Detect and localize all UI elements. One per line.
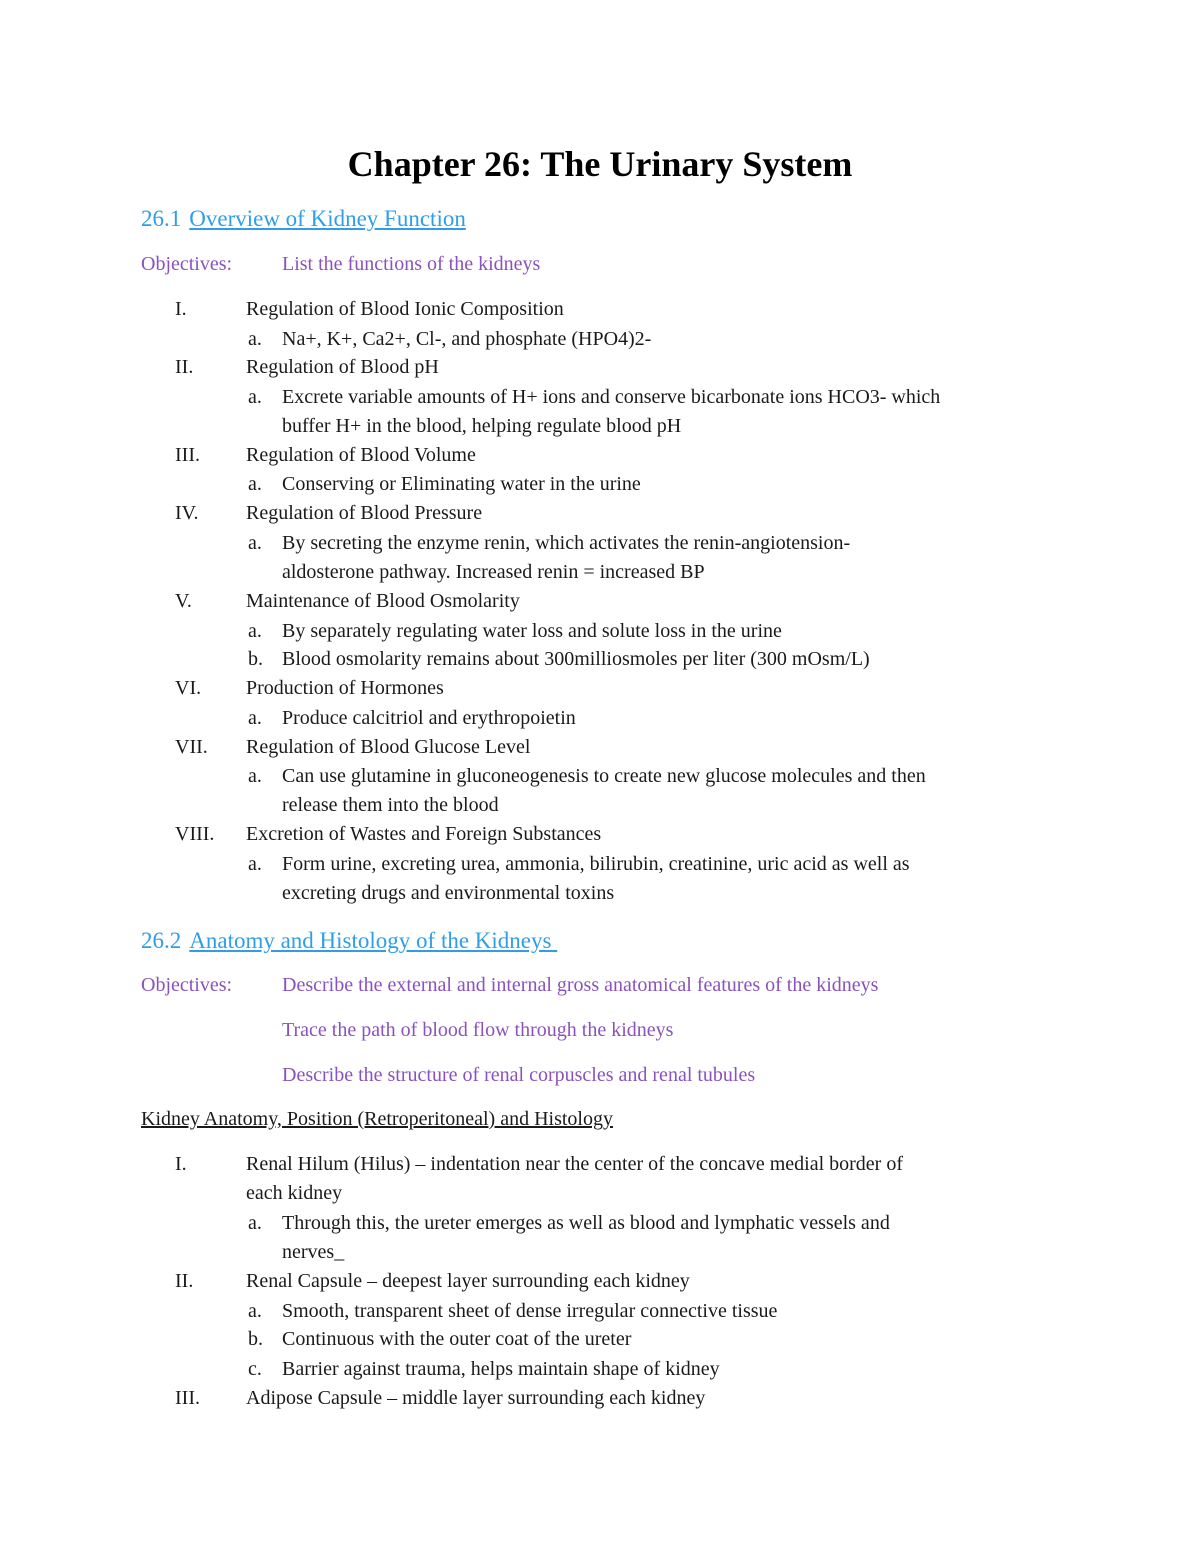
sub-item-line: aldosterone pathway. Increased renin = increased BP [282,561,705,583]
sub-item-line: Through this, the ureter emerges as well as blood and lymphatic vessels and [282,1212,890,1234]
list-item: Adipose Capsule – middle layer surrounding each kidney [246,1387,706,1409]
sub-letter: a. [248,386,262,408]
objective-item: Trace the path of blood flow through the kidneys [282,1019,674,1041]
section-link-overview[interactable]: Overview of Kidney Function [189,206,466,231]
sub-letter: a. [248,620,262,642]
sub-letter: b. [248,1328,263,1350]
sub-item: Conserving or Eliminating water in the urine [282,473,641,495]
list-numeral: I. [175,298,187,320]
list-item: Regulation of Blood Ionic Composition [246,298,564,320]
sub-item: Continuous with the outer coat of the ureter [282,1328,632,1350]
list-item: Regulation of Blood Glucose Level [246,736,531,758]
sub-letter: a. [248,1300,262,1322]
sub-item: Smooth, transparent sheet of dense irregular connective tissue [282,1300,778,1322]
section-number: 26.2 [141,928,182,953]
sub-item: Barrier against trauma, helps maintain shape of kidney [282,1358,720,1380]
list-numeral: VIII. [175,823,215,845]
list-numeral: VI. [175,677,202,699]
list-numeral: I. [175,1153,187,1175]
list-item: Regulation of Blood Volume [246,444,476,466]
objective-item: List the functions of the kidneys [282,253,541,275]
sub-item: By separately regulating water loss and solute loss in the urine [282,620,782,642]
sub-item: Produce calcitriol and erythropoietin [282,707,576,729]
list-item: Production of Hormones [246,677,444,699]
sub-letter: a. [248,853,262,875]
list-item-line: Renal Hilum (Hilus) – indentation near the center of the concave medial border of [246,1153,903,1175]
sub-item-line: Excrete variable amounts of H+ ions and conserve bicarbonate ions HCO3- which [282,386,941,408]
sub-item: Blood osmolarity remains about 300milliosmoles per liter (300 mOsm/L) [282,648,870,670]
objectives-label: Objectives: [141,974,233,996]
sub-letter: a. [248,473,262,495]
section-number: 26.1 [141,206,182,231]
sub-letter: a. [248,328,262,350]
list-item: Excretion of Wastes and Foreign Substances [246,823,602,845]
sub-item-line: Can use glutamine in gluconeogenesis to create new glucose molecules and then [282,765,926,787]
sub-item-line: buffer H+ in the blood, helping regulate blood pH [282,415,682,437]
objective-item: Describe the structure of renal corpuscles and renal tubules [282,1064,756,1086]
sub-item-line: excreting drugs and environmental toxins [282,882,615,904]
objective-item: Describe the external and internal gross anatomical features of the kidneys [282,974,879,996]
sub-letter: c. [248,1358,262,1380]
objectives-label: Objectives: [141,253,233,275]
list-item: Renal Capsule – deepest layer surrounding each kidney [246,1270,690,1292]
list-numeral: VII. [175,736,208,758]
section-link-anatomy[interactable]: Anatomy and Histology of the Kidneys [189,928,558,953]
list-numeral: II. [175,1270,194,1292]
subsection-heading: Kidney Anatomy, Position (Retroperitoneal) and Histology [141,1108,613,1130]
sub-letter: b. [248,648,263,670]
list-item: Regulation of Blood Pressure [246,502,483,524]
list-item: Regulation of Blood pH [246,356,439,378]
section-heading-26-2 [141,926,557,956]
list-numeral: III. [175,1387,200,1409]
sub-item-line: Form urine, excreting urea, ammonia, bilirubin, creatinine, uric acid as well as [282,853,910,875]
sub-item-line: release them into the blood [282,794,499,816]
sub-item-line: nerves_ [282,1241,345,1263]
sub-letter: a. [248,707,262,729]
sub-letter: a. [248,532,262,554]
list-numeral: V. [175,590,192,612]
list-numeral: IV. [175,502,199,524]
list-item: Maintenance of Blood Osmolarity [246,590,520,612]
list-numeral: II. [175,356,194,378]
section-heading-26-1 [141,204,466,234]
list-numeral: III. [175,444,200,466]
chapter-title: Chapter 26: The Urinary System [347,144,853,184]
sub-letter: a. [248,1212,262,1234]
sub-letter: a. [248,765,262,787]
sub-item: Na+, K+, Ca2+, Cl-, and phosphate (HPO4)2- [282,328,652,350]
list-item-line: each kidney [246,1182,343,1204]
sub-item-line: By secreting the enzyme renin, which activates the renin-angiotension- [282,532,851,554]
